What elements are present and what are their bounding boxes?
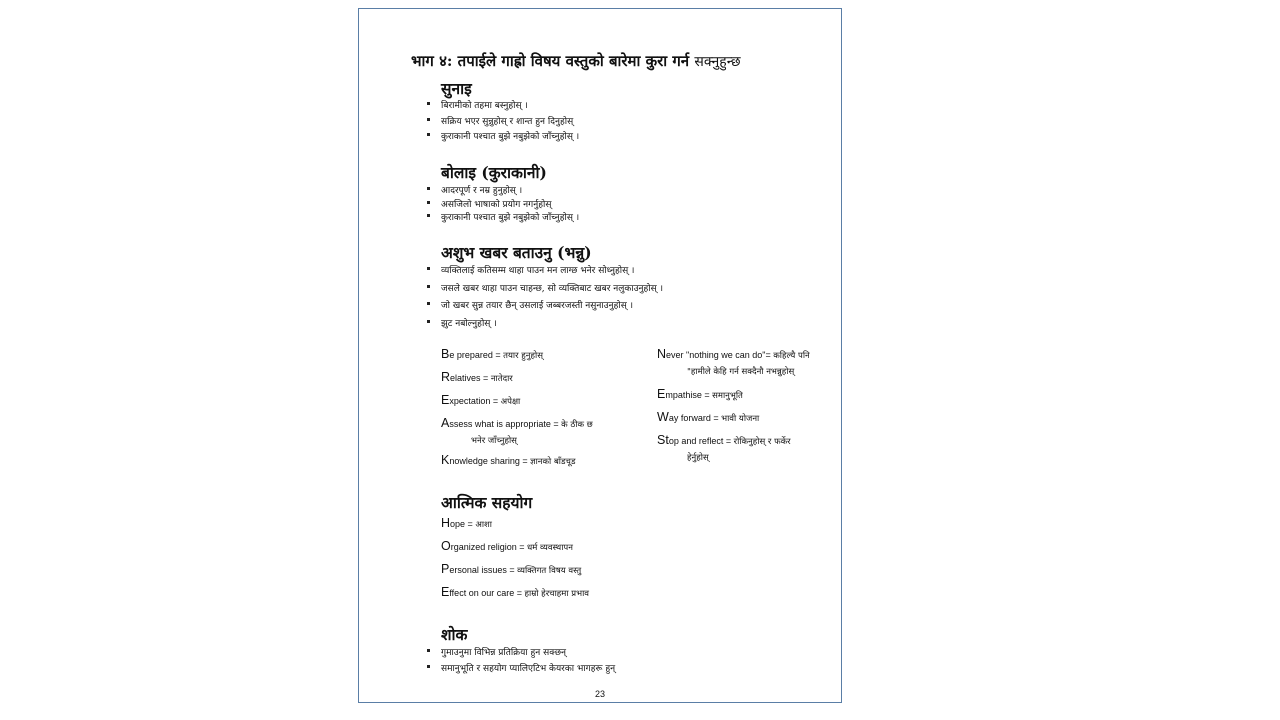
spiritual-item-h: Hope = आशा	[441, 516, 492, 530]
list-item: असजिलो भाषाको प्रयोग नगर्नुहोस्	[425, 197, 579, 211]
document-page	[358, 8, 842, 703]
spiritual-item-e: Effect on our care = हाम्रो हेरचाहमा प्रभाव	[441, 585, 590, 599]
list-item: बिरामीको तहमा बस्नुहोस् ।	[425, 98, 579, 114]
list-item: सक्रिय भएर सुन्नुहोस् र शान्त हुन दिनुहोस्	[425, 114, 579, 130]
list-item: कुराकानी पश्चात बुझे नबुझेको जाँच्नुहोस् ।	[425, 129, 579, 145]
bad-news-list	[425, 263, 663, 333]
breaking-left-r: Relatives = नातेदार	[441, 370, 513, 384]
list-item: जो खबर सुन्न तयार छैन् उसलाई जब्बरजस्ती नसुनाउनुहोस् ।	[425, 298, 663, 316]
spiritual-item-o: Organized religion = धर्म व्यवस्थापन	[441, 539, 573, 553]
listening-heading: सुनाइ	[441, 79, 472, 98]
grief-list	[425, 645, 615, 676]
list-item: समानुभूति र सहयोग प्यालिएटिभ केयरका भागहरू हुन्	[425, 661, 615, 677]
speaking-heading: बोलाइ (कुराकानी)	[441, 163, 547, 182]
list-item: कुराकानी पश्चात बुझे नबुझेको जाँच्नुहोस् ।	[425, 210, 579, 224]
page-title: भाग ४: तपाईले गाह्रो विषय वस्तुको बारेमा कुरा गर्न सक्नुहुन्छ	[411, 52, 741, 70]
breaking-left-b: Be prepared = तयार हुनुहोस्	[441, 347, 543, 361]
spiritual-item-p: Personal issues = व्यक्तिगत विषय वस्तु	[441, 562, 582, 576]
list-item: व्यक्तिलाई कतिसम्म थाहा पाउन मन लाग्छ भनेर सोध्नुहोस् ।	[425, 263, 663, 281]
breaking-left-e: Expectation = अपेक्षा	[441, 393, 521, 407]
breaking-left-k: Knowledge sharing = ज्ञानको बाँडचूड	[441, 453, 576, 467]
breaking-right-w: Way forward = भावी योजना	[657, 410, 760, 424]
bad-news-heading: अशुभ खबर बताउनु (भन्नु)	[441, 243, 592, 262]
spiritual-heading: आत्मिक सहयोग	[441, 493, 533, 512]
page-number: 23	[594, 689, 605, 699]
breaking-left-a: Assess what is appropriate = के ठीक छ भनेर जाँच्नुहोस्	[441, 416, 593, 446]
breaking-right-st: Stop and reflect = रोकिनुहोस् र फर्केर हेर्नुहोस्	[657, 433, 791, 463]
speaking-list	[425, 183, 579, 224]
list-item: आदरपूर्ण र नम्र हुनुहोस् ।	[425, 183, 579, 197]
listening-list	[425, 98, 579, 145]
list-item: जसले खबर थाहा पाउन चाहन्छ, सो व्यक्तिबाट खबर नलुकाउनुहोस् ।	[425, 281, 663, 299]
list-item: झुट नबोल्नुहोस् ।	[425, 316, 663, 334]
list-item: गुमाउनुमा विभिन्न प्रतिक्रिया हुन सक्छन्	[425, 645, 615, 661]
breaking-right-n: Never "nothing we can do"= कहिल्यै पनि "हामीले केहि गर्न सक्दैनौ नभन्नुहोस्	[657, 347, 810, 377]
grief-heading: शोक	[441, 625, 468, 644]
breaking-right-e: Empathise = समानुभूति	[657, 387, 743, 401]
